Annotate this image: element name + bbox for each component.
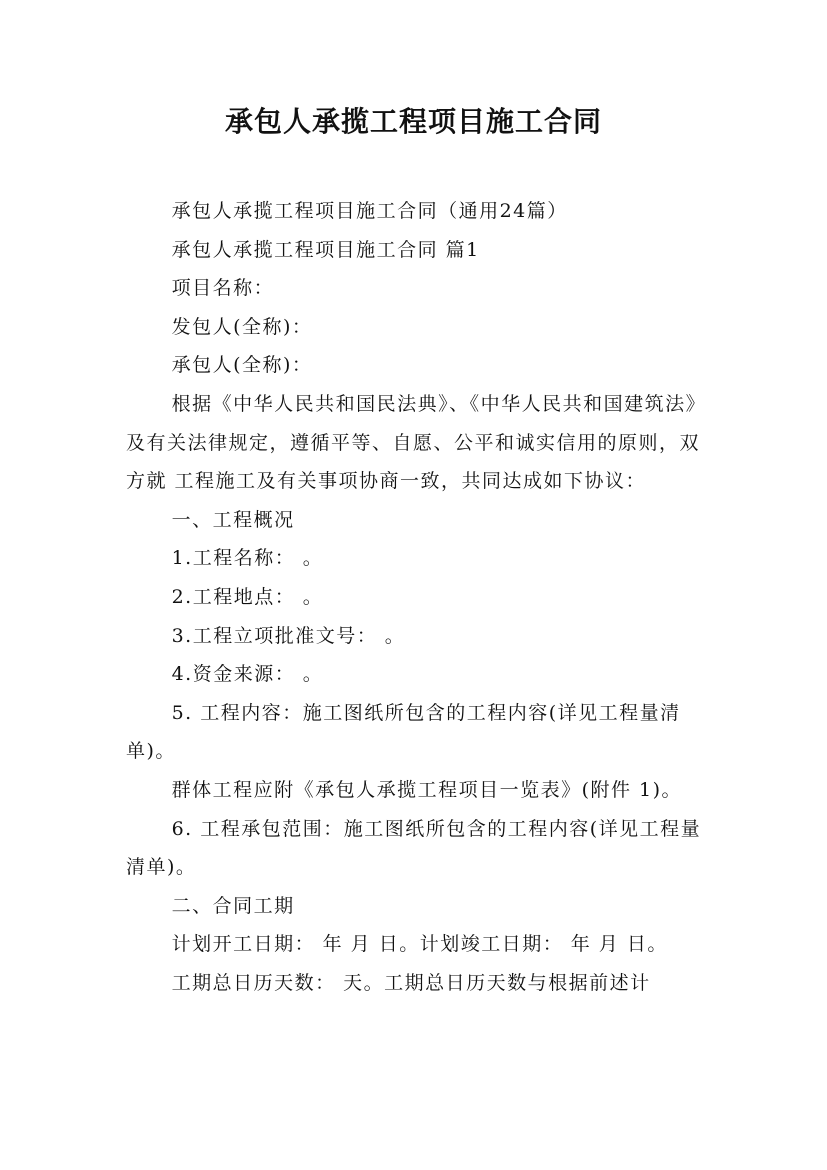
paragraph-total-days: 工期总日历天数： 天。工期总日历天数与根据前述计: [171, 971, 651, 994]
paragraph-preamble: 根据《中华人民共和国民法典》、《中华人民共和国建筑法》及有关法律规定，遵循平等、自愿、公平和诚实信用的原则，双方就 工程施工及有关事项协商一致，共同达成如下协议：: [126, 392, 707, 493]
paragraph-project-name: 项目名称：: [171, 277, 275, 300]
paragraph-item-4: 4.资金来源： 。: [171, 663, 324, 686]
paragraph-item-5: 5. 工程内容：施工图纸所包含的工程内容(详见工程量清单)。: [126, 701, 681, 763]
paragraph-section-heading: 承包人承揽工程项目施工合同 篇1: [171, 238, 480, 261]
paragraph-contractor: 承包人(全称)：: [171, 354, 313, 377]
document-title: 承包人承揽工程项目施工合同: [224, 105, 602, 138]
document-body: [126, 192, 716, 1002]
paragraph-group-note: 群体工程应附《承包人承揽工程项目一览表》(附件 1)。: [171, 778, 683, 801]
paragraph-employer: 发包人(全称)：: [171, 315, 313, 338]
paragraph-schedule-heading: 二、合同工期: [171, 894, 295, 917]
paragraph-item-2: 2.工程地点： 。: [171, 585, 324, 608]
paragraph-overview-heading: 一、工程概况: [171, 508, 295, 531]
paragraph-item-3: 3.工程立项批准文号： 。: [171, 624, 406, 647]
paragraph-subtitle: 承包人承揽工程项目施工合同（通用24篇）: [171, 200, 568, 222]
paragraph-item-1: 1.工程名称： 。: [171, 547, 324, 570]
paragraph-item-6: 6. 工程承包范围：施工图纸所包含的工程内容(详见工程量清单)。: [126, 817, 702, 879]
paragraph-dates: 计划开工日期： 年 月 日。计划竣工日期： 年 月 日。: [171, 933, 668, 956]
